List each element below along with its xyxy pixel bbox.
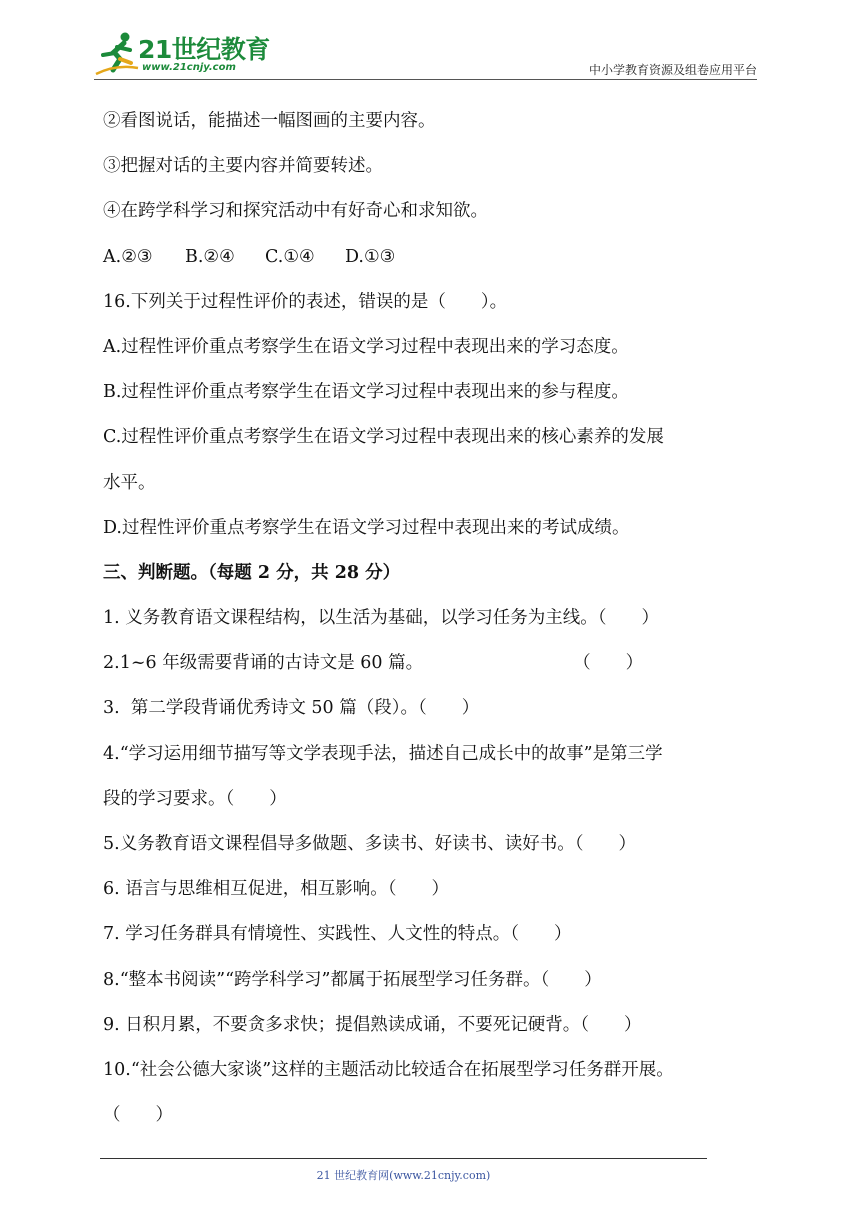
judge-item-5: 5.义务教育语文课程倡导多做题、多读书、好读书、读好书。（ ） xyxy=(103,834,636,854)
answer-parentheses: （ ） xyxy=(573,653,644,674)
document-body xyxy=(103,104,763,1143)
judge-item-6: 6. 语言与思维相互促进，相互影响。（ ） xyxy=(103,879,450,900)
text-line: ④在跨学科学习和探究活动中有好奇心和求知欲。 xyxy=(103,201,488,222)
judge-item-2-text: 2.1~6 年级需要背诵的古诗文是 60 篇。 xyxy=(103,653,424,674)
choice-d: D.①③ xyxy=(345,246,396,267)
footer-divider xyxy=(100,1158,707,1159)
header-divider xyxy=(94,79,757,80)
question-16: 16.下列关于过程性评价的表述，错误的是（ ）。 xyxy=(103,291,508,312)
option-d: D.过程性评价重点考察学生在语文学习过程中表现出来的考试成绩。 xyxy=(103,517,630,538)
platform-name: 中小学教育资源及组卷应用平台 xyxy=(588,63,757,77)
judge-item-7: 7. 学习任务群具有情境性、实践性、人文性的特点。（ ） xyxy=(103,924,572,945)
judge-item-1: 1. 义务教育语文课程结构，以生活为基础，以学习任务为主线。（ ） xyxy=(103,608,660,629)
site-logo xyxy=(94,28,274,80)
option-a: A.过程性评价重点考察学生在语文学习过程中表现出来的学习态度。 xyxy=(103,336,629,357)
logo-url: www.21cnjy.com xyxy=(142,62,236,73)
judge-item-9: 9. 日积月累，不要贪多求快；提倡熟读成诵，不要死记硬背。（ ） xyxy=(103,1014,642,1035)
text-line: ③把握对话的主要内容并简要转述。 xyxy=(103,156,383,177)
option-c-continued: 水平。 xyxy=(103,472,156,493)
page-header xyxy=(0,0,860,90)
choice-b: B.②④ xyxy=(185,246,235,267)
option-c: C.过程性评价重点考察学生在语文学习过程中表现出来的核心素养的发展 xyxy=(103,427,664,448)
judge-item-8: 8.“整本书阅读”“跨学科学习”都属于拓展型学习任务群。（ ） xyxy=(103,969,602,990)
text-line: ②看图说话，能描述一幅图画的主要内容。 xyxy=(103,111,436,131)
choice-a: A.②③ xyxy=(103,246,153,267)
judge-item-3: 3. 第二学段背诵优秀诗文 50 篇（段）。（ ） xyxy=(103,698,480,719)
runner-logo-icon xyxy=(94,30,140,76)
answer-choices xyxy=(103,240,763,285)
judge-item-4: 4.“学习运用细节描写等文学表现手法，描述自己成长中的故事”是第三学 xyxy=(103,743,663,764)
judge-item-2 xyxy=(103,646,763,691)
judge-item-10: 10.“社会公德大家谈”这样的主题活动比较适合在拓展型学习任务群开展。 xyxy=(103,1059,674,1080)
logo-text: 21世纪教育 xyxy=(138,35,270,64)
section-heading: 三、判断题。（每题 2 分，共 28 分） xyxy=(103,562,401,583)
page-footer: 21 世纪教育网(www.21cnjy.com) xyxy=(316,1169,491,1182)
choice-c: C.①④ xyxy=(265,246,315,267)
judge-item-10-continued: （ ） xyxy=(103,1105,173,1126)
option-b: B.过程性评价重点考察学生在语文学习过程中表现出来的参与程度。 xyxy=(103,382,629,403)
judge-item-4-continued: 段的学习要求。（ ） xyxy=(103,788,287,809)
